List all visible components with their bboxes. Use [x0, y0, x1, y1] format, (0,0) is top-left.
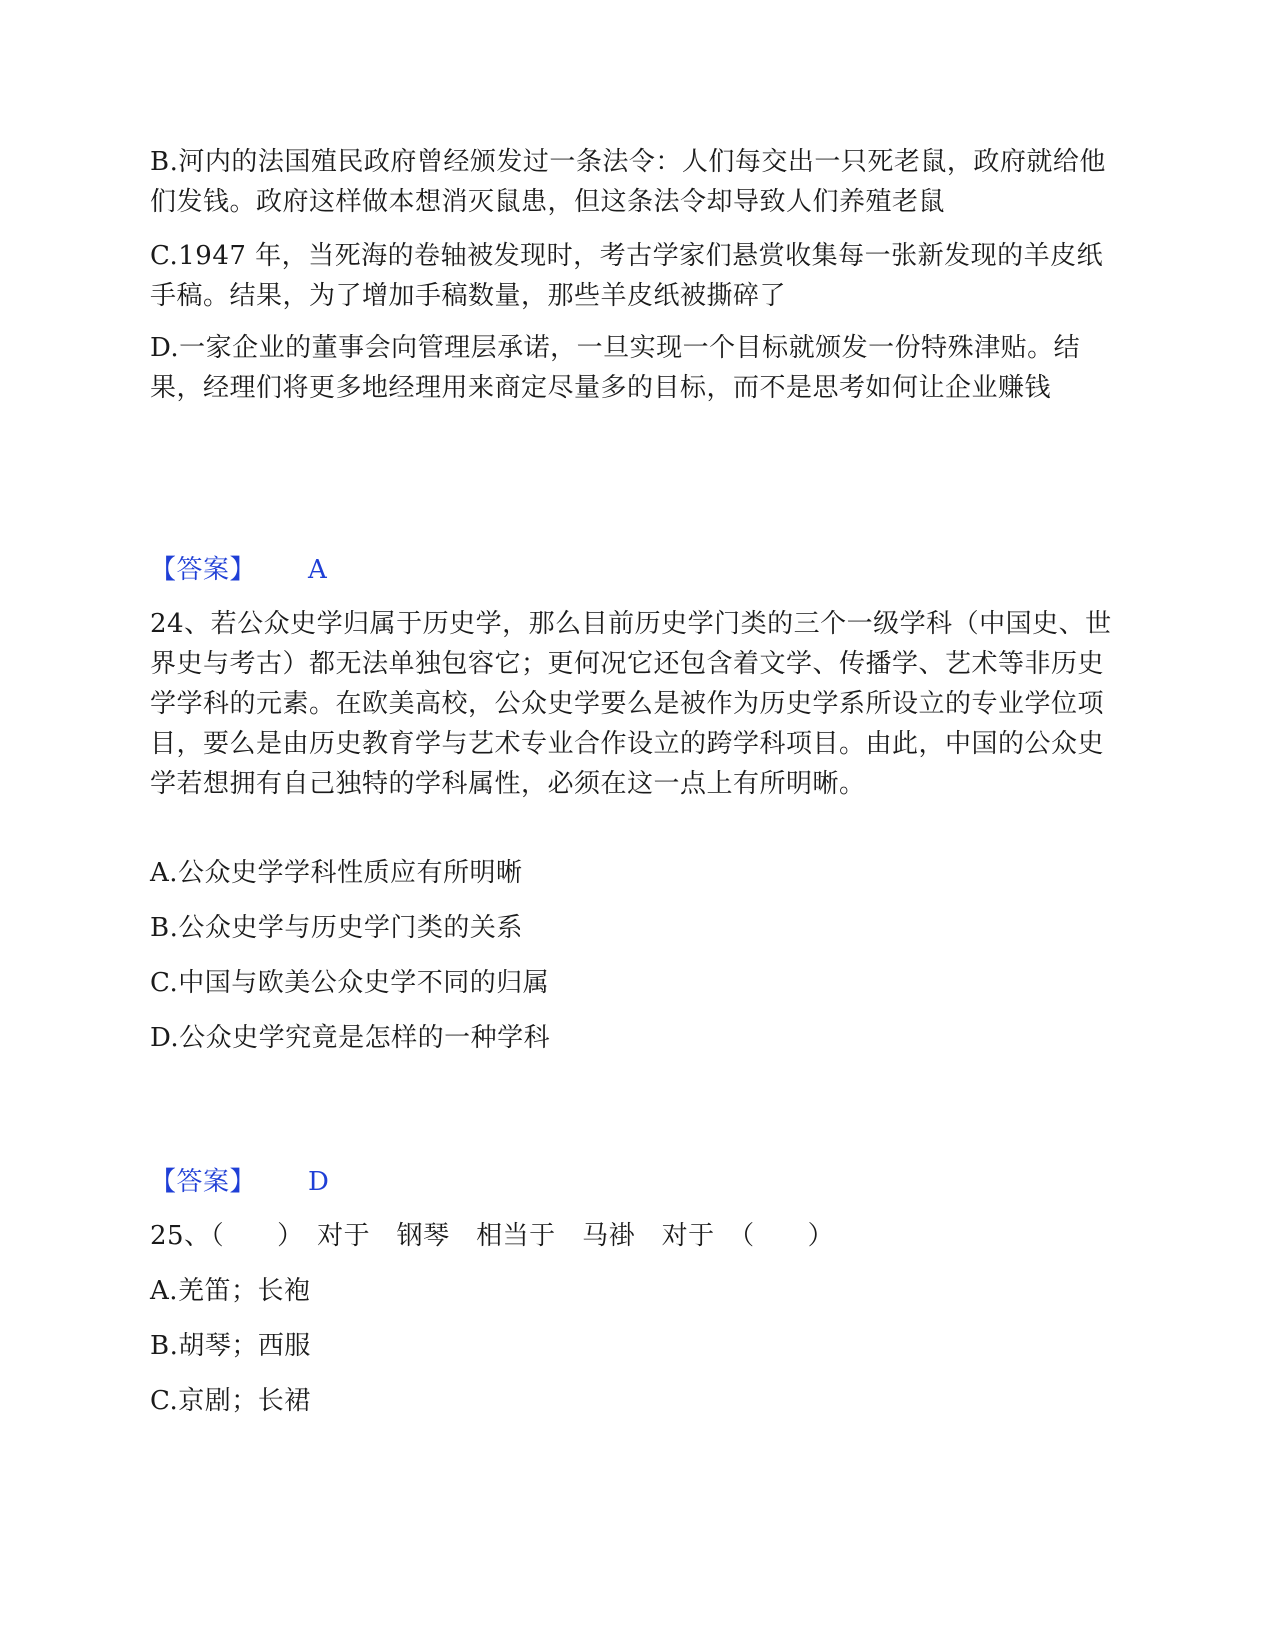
- q24-option-a: A.公众史学学科性质应有所明晰: [150, 858, 523, 888]
- q25-option-c: C.京剧；长裙: [150, 1386, 311, 1416]
- answer-24: [150, 1162, 1125, 1202]
- answer-label: 【答案】: [150, 1167, 257, 1197]
- q23-option-c: C.1947 年，当死海的卷轴被发现时，考古学家们悬赏收集每一张新发现的羊皮纸手稿。结果，为了增加手稿数量，那些羊皮纸被撕碎了: [150, 241, 1104, 311]
- q24-option-c: C.中国与欧美公众史学不同的归属: [150, 968, 550, 998]
- q24-option-b: B.公众史学与历史学门类的关系: [150, 913, 523, 943]
- q25-option-b: B.胡琴；西服: [150, 1331, 311, 1361]
- q24-stem: 24、若公众史学归属于历史学，那么目前历史学门类的三个一级学科（中国史、世界史与考古）都无法单独包容它；更何况它还包含着文学、传播学、艺术等非历史学学科的元素。在欧美高校，公众史学要么是被作为历史学系所设立的专业学位项目，要么是由历史教育学与艺术专业合作设立的跨学科项目。由此，中国的公众史学若想拥有自己独特的学科属性，必须在这一点上有所明晰。: [150, 609, 1112, 799]
- answer-value: A: [308, 555, 328, 585]
- q25-stem: 25、（ ） 对于 钢琴 相当于 马褂 对于 （ ）: [150, 1221, 835, 1251]
- answer-value: D: [308, 1167, 330, 1197]
- q23-option-b: B.河内的法国殖民政府曾经颁发过一条法令：人们每交出一只死老鼠，政府就给他们发钱。政府这样做本想消灭鼠患，但这条法令却导致人们养殖老鼠: [150, 147, 1106, 217]
- answer-label: 【答案】: [150, 555, 257, 585]
- answer-23: [150, 550, 1125, 590]
- q24-option-d: D.公众史学究竟是怎样的一种学科: [150, 1023, 551, 1053]
- q25-option-a: A.羌笛；长袍: [150, 1276, 311, 1306]
- q23-option-d: D.一家企业的董事会向管理层承诺，一旦实现一个目标就颁发一份特殊津贴。结果，经理们将更多地经理用来商定尽量多的目标，而不是思考如何让企业赚钱: [150, 333, 1081, 403]
